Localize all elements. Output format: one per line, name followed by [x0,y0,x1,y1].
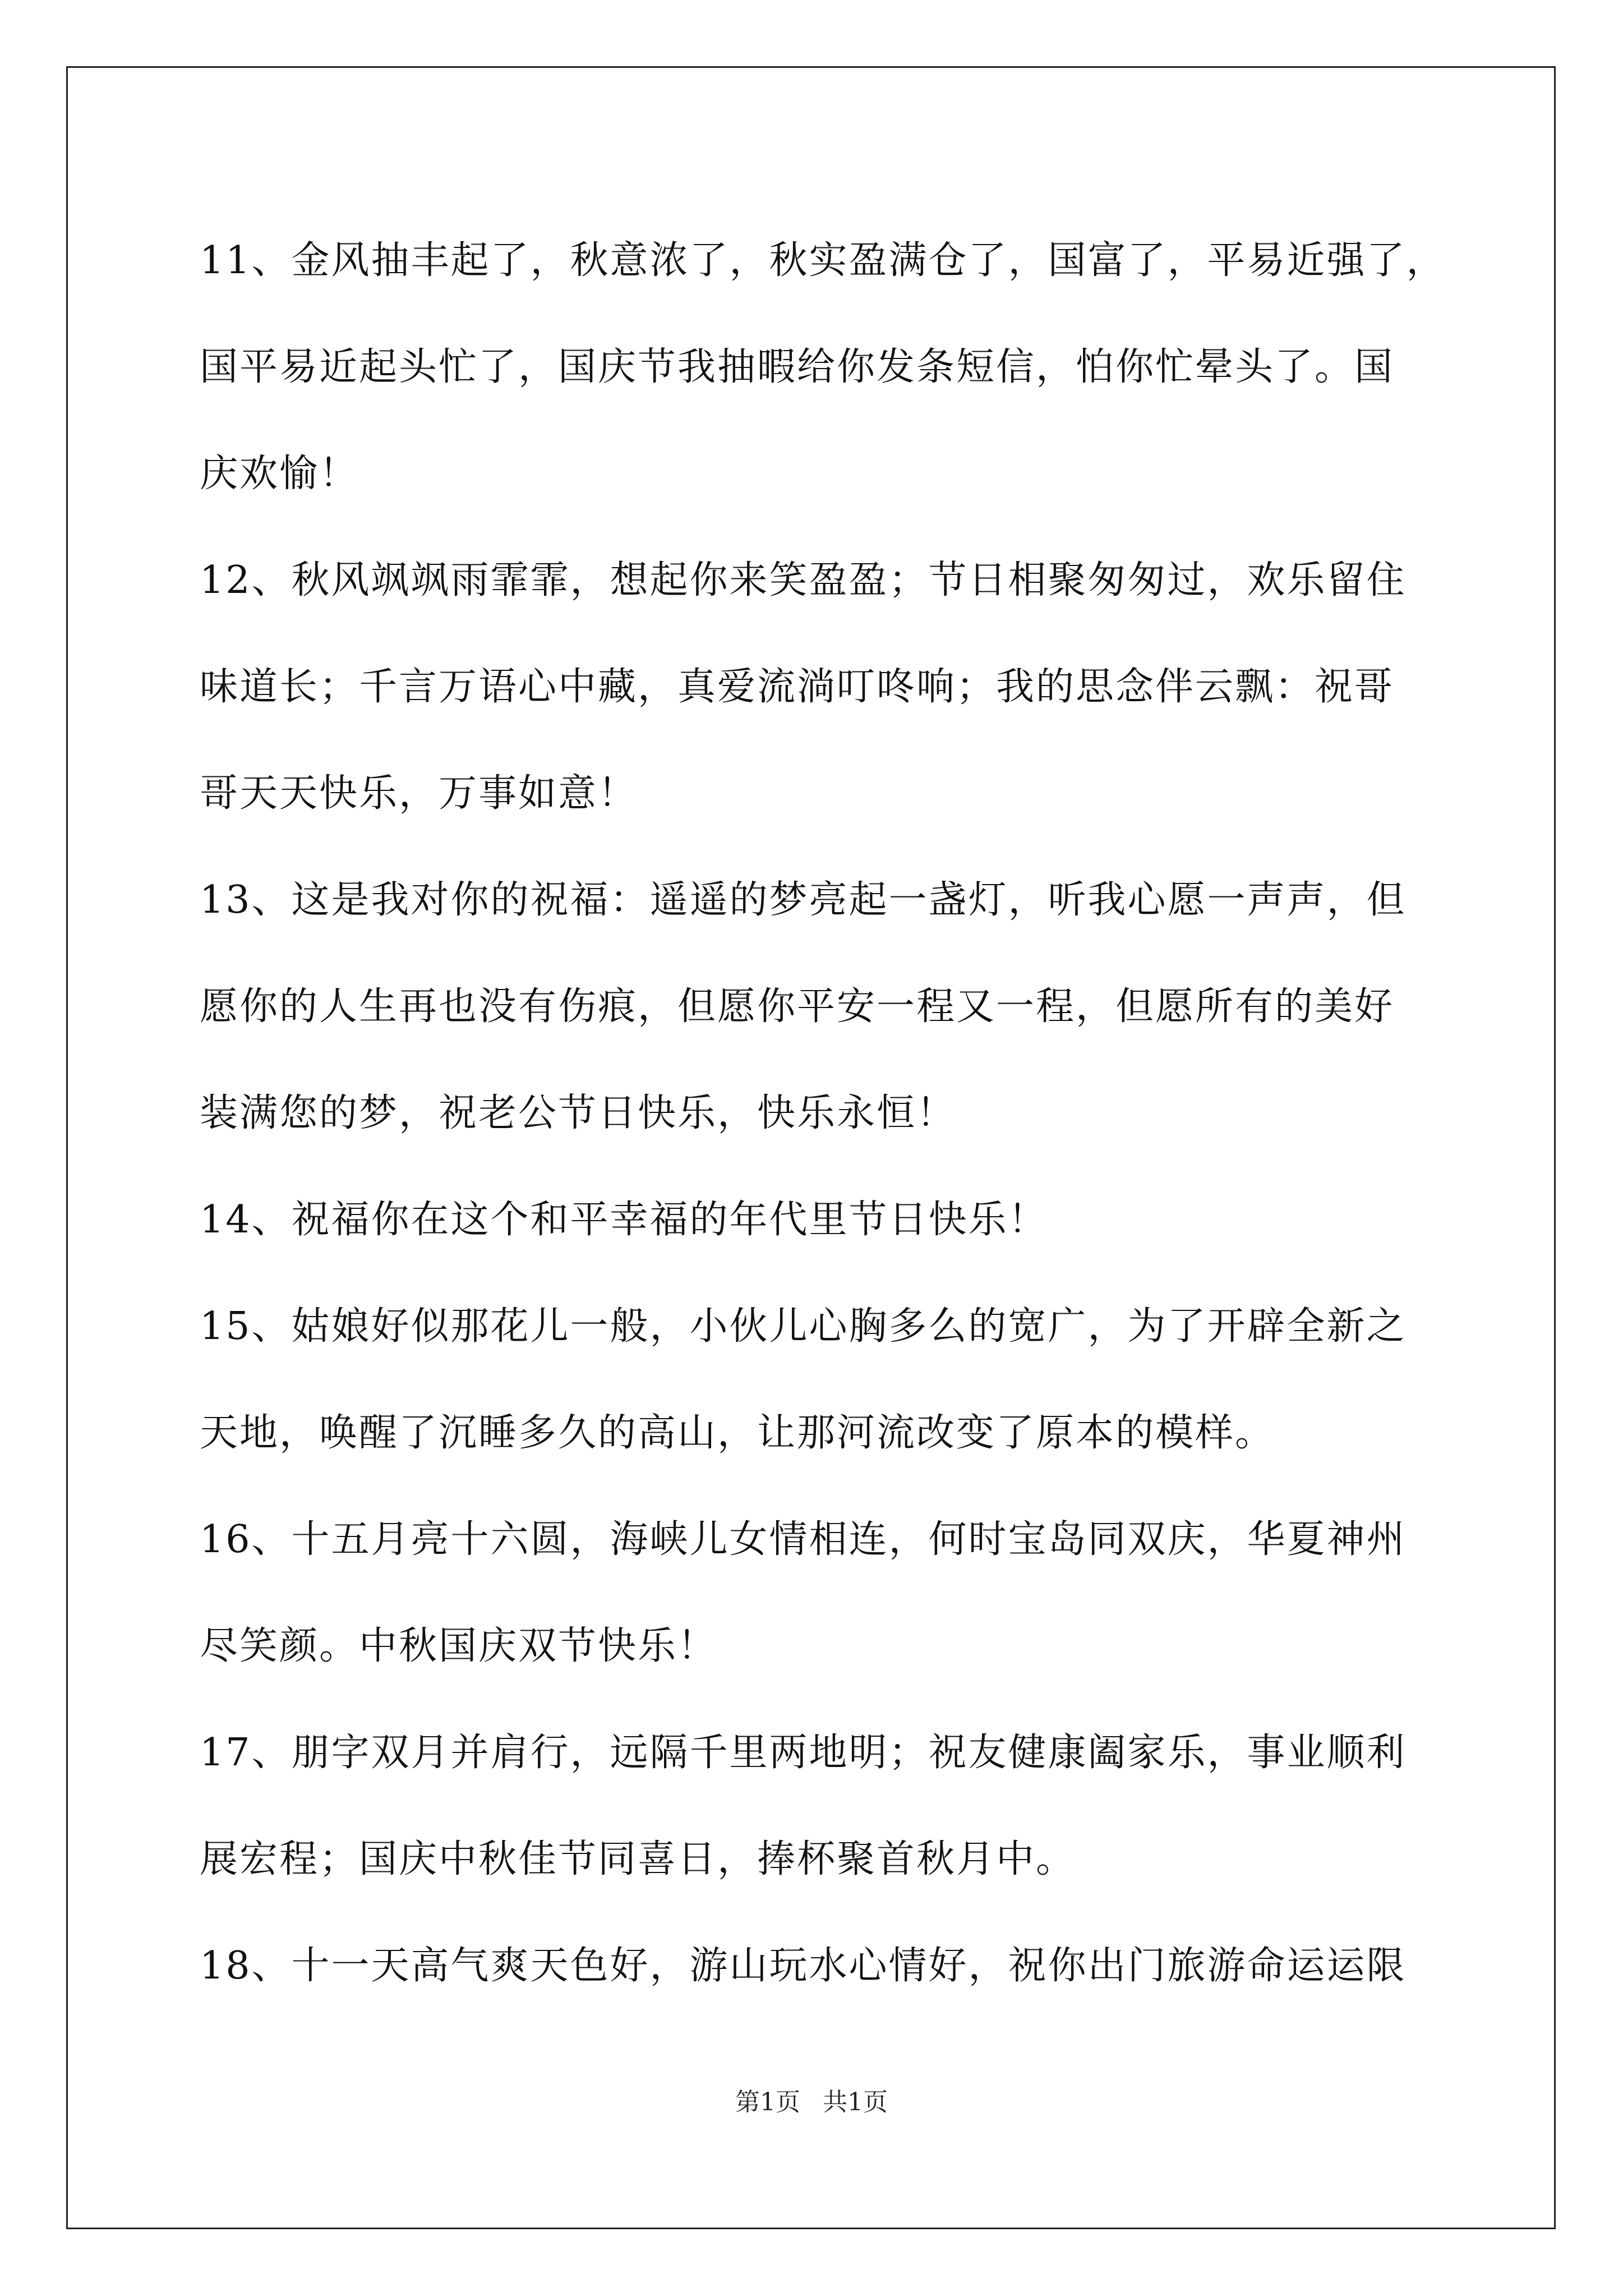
text-line: 展宏程；国庆中秋佳节同喜日，捧杯聚首秋月中。 [200,1837,1076,1881]
text-line: 18、十一天高气爽天色好，游山玩水心情好，祝你出门旅游命运运限 [200,1944,1407,1988]
text-line: 愿你的人生再也没有伤痕，但愿你平安一程又一程，但愿所有的美好 [200,984,1395,1029]
page-total: 共1页 [823,2088,888,2116]
text-line: 16、十五月亮十六圆，海峡儿女情相连，何时宝岛同双庆，华夏神州 [200,1517,1407,1562]
text-line: 17、朋字双月并肩行，远隔千里两地明；祝友健康阖家乐，事业顺利 [200,1731,1407,1775]
text-line: 15、姑娘好似那花儿一般，小伙儿心胸多么的宽广，为了开辟全新之 [200,1304,1407,1349]
text-line: 哥天天快乐，万事如意！ [200,771,638,816]
text-line: 13、这是我对你的祝福：遥遥的梦亮起一盏灯，听我心愿一声声，但 [200,878,1407,922]
page-number: 第1页 [735,2088,800,2116]
document-body [200,208,1446,2019]
text-line: 尽笑颜。中秋国庆双节快乐！ [200,1624,718,1668]
text-line: 味道长；千言万语心中藏，真爱流淌叮咚响；我的思念伴云飘：祝哥 [200,665,1395,709]
text-line: 11、金风抽丰起了，秋意浓了，秋实盈满仓了，国富了，平易近强了， [200,238,1446,283]
text-line: 国平易近起头忙了，国庆节我抽暇给你发条短信，怕你忙晕头了。国 [200,345,1395,389]
text-line: 12、秋风飒飒雨霏霏，想起你来笑盈盈；节日相聚匆匆过，欢乐留住 [200,558,1407,602]
text-line: 14、祝福你在这个和平幸福的年代里节日快乐！ [200,1198,1048,1242]
page-footer [0,2086,1623,2119]
text-line: 天地，唤醒了沉睡多久的高山，让那河流改变了原本的模样。 [200,1411,1275,1455]
text-line: 庆欢愉！ [200,452,359,496]
text-line: 装满您的梦，祝老公节日快乐，快乐永恒！ [200,1091,957,1135]
